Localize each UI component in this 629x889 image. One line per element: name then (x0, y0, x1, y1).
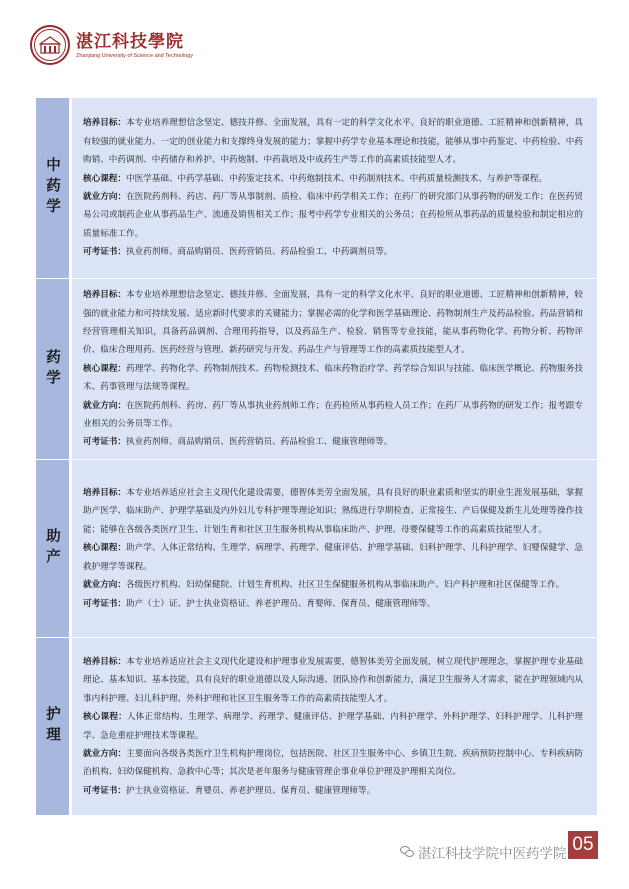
paragraph-text: 助产（士）证、护士执业资格证、养老护理员、育婴师、保育员、健康管理师等。 (125, 598, 436, 609)
program-content-cell (69, 638, 597, 816)
program-paragraph (83, 539, 583, 576)
program-paragraph (83, 708, 583, 745)
paragraph-text: 助产学、人体正常结构、生理学、病理学、药理学、健康评估、护理学基础、妇科护理学、儿科护理学、妇婴保健学、急救护理学等课程。 (83, 543, 583, 572)
paragraph-label: 培养目标： (83, 656, 127, 667)
paragraph-label: 核心课程： (83, 712, 127, 723)
program-paragraph (83, 576, 583, 594)
paragraph-label: 培养目标： (83, 488, 127, 499)
program-name-cell (36, 98, 69, 279)
paragraph-label: 可考证书： (83, 785, 126, 796)
program-paragraph (83, 653, 583, 708)
program-paragraph (83, 360, 583, 397)
wechat-icon (400, 846, 414, 858)
page-header (30, 22, 193, 68)
paragraph-label: 可考证书： (83, 247, 126, 258)
paragraph-text: 中医学基础、中药学基础、中药鉴定技术、中药炮制技术、中药制剂技术、中药质量检测技术、与养护等课程。 (125, 173, 548, 184)
program-table (36, 98, 597, 816)
page-number-badge: 05 (568, 831, 598, 859)
program-paragraph (83, 286, 583, 360)
program-paragraph (83, 114, 583, 169)
program-content-cell (69, 279, 597, 460)
program-paragraph (83, 397, 583, 434)
paragraph-text: 在医院药剂科、药店、药厂等从事制剂、质检、临床中药学相关工作；在药厂的研究部门从事药物的研发工作；在医药贸易公司或制药企业从事药品生产、流通及销售相关工作；报考中药学专业相关的公务员；在药检所从事药品的质量检验和制定相应的质量标准工作。 (83, 192, 583, 239)
program-name: 中药学 (44, 157, 61, 219)
paragraph-text: 本专业培养理想信念坚定、德技并修、全面发展，具有一定的科学文化水平、良好的职业道德、工匠精神和创新精神，具有较强的就业能力、一定的创业能力和支撑终身发展的能力；掌握中药学专业基本理论和技能，能够从事中药鉴定、中药检验、中药购销、中药调剂、中药储存和养护、中药炮制、中药栽培及中成药生产等工作的高素质技能型人才。 (83, 118, 583, 166)
paragraph-label: 核心课程： (83, 543, 127, 554)
paragraph-label: 培养目标： (83, 290, 127, 301)
paragraph-text: 主要面向各级各类医疗卫生机构护理岗位，包括医院、社区卫生服务中心、乡镇卫生院、疾病预防控制中心、专科疾病防治机构、妇幼保健机构、急救中心等；其次是老年服务与健康管理企事业单位护理及护理相关岗位。 (83, 748, 583, 778)
paragraph-label: 就业方向： (83, 580, 126, 591)
program-paragraph (83, 484, 583, 539)
paragraph-label: 可考证书： (83, 598, 126, 609)
program-content-cell (69, 460, 597, 638)
paragraph-text: 护士执业资格证、育婴员、养老护理员、保育员、健康管理师等。 (125, 785, 376, 796)
school-name-cn: 湛江科技學院 (76, 31, 184, 52)
wechat-watermark (400, 842, 567, 862)
paragraph-label: 就业方向： (83, 400, 127, 411)
paragraph-text: 本专业培养适应社会主义现代化建设需要，德智体美劳全面发展，具有良好的职业素质和坚实的职业生涯发展基础，掌握助产医学、临床助产、护理学基础及内外妇儿专科护理等理论知识；熟练进行孕期检查、正常接生、产后保健及新生儿处理等操作技能；能够在各级各类医疗卫生、计划生育和社区卫生服务机构从事临床助产、护理、母婴保健等工作的高素质技能型人才。 (83, 488, 583, 535)
program-paragraph (83, 170, 583, 188)
paragraph-text: 人体正常结构、生理学、病理学、药理学、健康评估、护理学基础、内科护理学、外科护理学、妇科护理学、儿科护理学、急危重症护理技术等课程。 (83, 712, 583, 741)
program-row-tcm-pharmacy (36, 98, 597, 279)
program-name-cell (36, 638, 69, 816)
paragraph-text: 在医院药剂科、药房、药厂等从事执业药剂师工作；在药检所从事药检人员工作；在药厂从事药物的研发工作；报考跟专业相关的公务员等工作。 (83, 400, 583, 430)
program-paragraph (83, 433, 583, 451)
paragraph-text: 各级医疗机构、妇幼保健院、计划生育机构、社区卫生保健服务机构从事临床助产、妇产科护理和社区保健等工作。 (125, 580, 565, 591)
program-row-nursing (36, 638, 597, 816)
paragraph-label: 就业方向： (83, 192, 127, 202)
paragraph-text: 药理学、药物化学、药物制剂技术、药物检测技术、临床药物治疗学、药学综合知识与技能、临床医学概论、药物服务技术、药事管理与法规等课程。 (83, 363, 583, 393)
school-name-block (76, 32, 193, 59)
paragraph-text: 执业药剂师、商品购销员、医药营销员、药品检验工、中药调剂员等。 (125, 247, 393, 258)
program-name: 药学 (44, 348, 61, 390)
school-seal-icon (30, 25, 70, 65)
paragraph-label: 就业方向： (83, 748, 127, 759)
school-name-en: Zhanjiang University of Science and Technology (76, 52, 193, 59)
program-content-cell (69, 98, 597, 279)
program-paragraph (83, 188, 583, 243)
program-row-midwifery (36, 460, 597, 638)
program-paragraph (83, 782, 583, 800)
paragraph-text: 本专业培养理想信念坚定、德技并修、全面发展，具有一定的科学文化水平、良好的职业道德、工匠精神和创新精神，较强的就业能力和可持续发展、适应新时代要求的关键能力；掌握必需的化学和医学基础理论、药物制剂生产及药品检验、药品营销和经营管理相关知识，具备药品调剂、合理用药指导，以及药品生产、检验、销售等专业技能，能从事药物化学、药物分析、药物评价、临床合理用药、医药经营与管理、新药研究与开发、药品生产与管理等工作的高素质技能型人才。 (83, 290, 583, 356)
program-paragraph (83, 243, 583, 261)
paragraph-text: 本专业培养适应社会主义现代化建设和护理事业发展需要，德智体美劳全面发展，树立现代护理理念，掌握护理专业基础理论、基本知识、基本技能，具有良好的职业道德以及人际沟通、团队协作和创新能力，满足卫生服务人才需求，能在护理领域内从事内科护理、妇儿科护理、外科护理和社区卫生服务等工作的高素质技能型人才。 (83, 656, 583, 704)
paragraph-label: 核心课程： (83, 363, 127, 374)
program-name: 护理 (44, 706, 61, 747)
program-name-cell (36, 279, 69, 460)
paragraph-text: 执业药剂师、商品购销员、医药营销员、药品检验工、健康管理师等。 (125, 437, 393, 448)
paragraph-label: 培养目标： (83, 118, 127, 129)
program-paragraph (83, 745, 583, 782)
program-name: 助产 (44, 528, 61, 569)
program-paragraph (83, 595, 583, 613)
paragraph-label: 核心课程： (83, 173, 126, 184)
school-building-icon (39, 35, 61, 55)
wechat-account-name: 湛江科技学院中医药学院 (418, 846, 567, 861)
paragraph-label: 可考证书： (83, 437, 126, 448)
program-row-pharmacy (36, 279, 597, 460)
program-name-cell (36, 460, 69, 638)
